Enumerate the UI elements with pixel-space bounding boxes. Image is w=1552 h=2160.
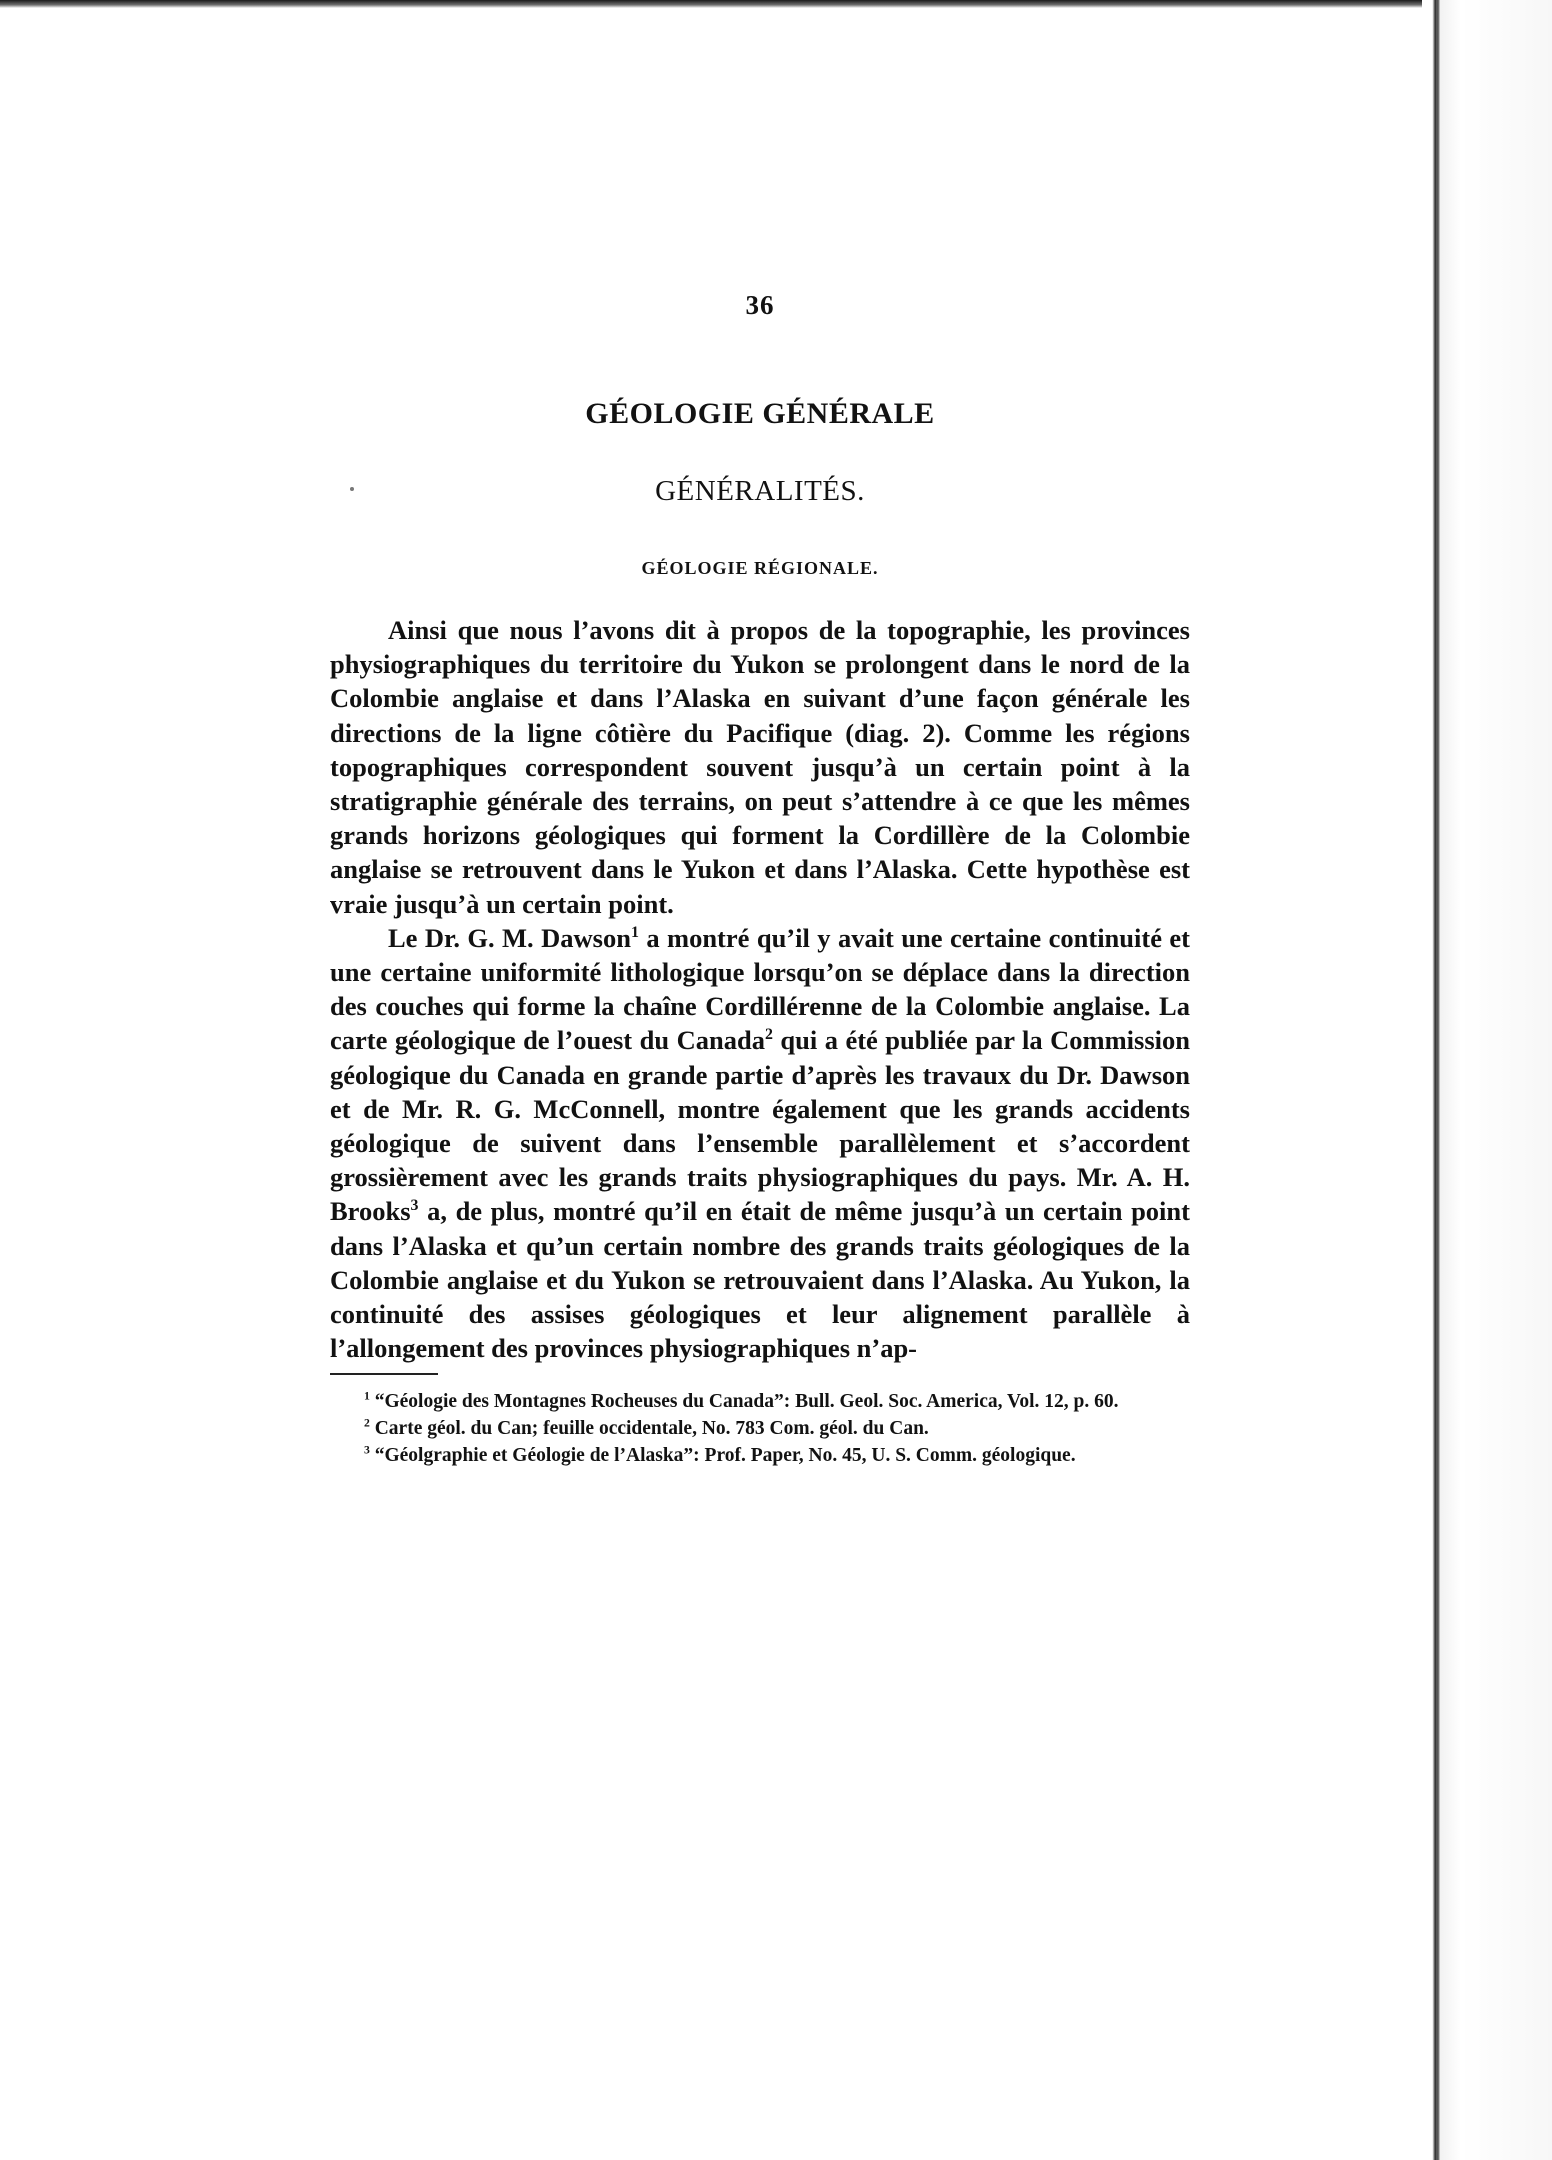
footnote-3 bbox=[330, 1443, 1190, 1468]
footnote-ref-1: 1 bbox=[630, 924, 639, 941]
footnote-2-mark: 2 bbox=[364, 1416, 370, 1430]
footnote-2-text: Carte géol. du Can; feuille occidentale, No. 783 Com. géol. du Can. bbox=[374, 1418, 929, 1440]
scan-binding-edge bbox=[1422, 0, 1552, 2160]
paragraph-1: Ainsi que nous l’avons dit à propos de la topographie, les provinces physiographiques du territoire du Yukon se prolongent dans le nord de la Colombie anglaise et dans l’Alaska en suivant d’une façon générale les directions de la ligne côtière du Pacifique (diag. 2). Comme les régions topographiques correspondent souvent jusqu’à un certain point à la stratigraphie générale des terrains, on peut s’attendre à ce que les mêmes grands horizons géologiques qui forment la Cordillère de la Colombie anglaise se retrouvent dans le Yukon et dans l’Alaska. Cette hypothèse est vraie jusqu’à un certain point. bbox=[330, 615, 1190, 919]
paragraph-2 bbox=[330, 921, 1190, 1366]
section-title: GÉOLOGIE RÉGIONALE. bbox=[641, 558, 879, 578]
footnote-ref-3: 3 bbox=[410, 1197, 419, 1215]
chapter-subtitle bbox=[330, 475, 1190, 508]
footnote-1 bbox=[330, 1389, 1190, 1414]
stray-dot-mark bbox=[350, 487, 354, 491]
footnote-divider bbox=[330, 1373, 438, 1375]
paragraph-2-part-a: Le Dr. G. M. Dawson bbox=[388, 922, 631, 953]
footnote-3-text: “Géolgraphie et Géologie de l’Alaska”: Prof. Paper, No. 45, U. S. Comm. géologique. bbox=[374, 1445, 1076, 1467]
footnote-ref-2: 2 bbox=[764, 1026, 773, 1044]
paragraph-2-part-b: a montré qu’il y avait une certaine continuité et une certaine uniformité lithologique lorsqu’on se déplace dans la direction des couches qui forme la chaîne Cordillérenne de la Colombie anglaise. La carte géologique de l’ouest du Canada bbox=[330, 922, 1190, 1056]
paragraph-2-part-c: qui a été publiée par la Commission géologique du Canada en grande partie d’après les travaux du Dr. Dawson et de Mr. R. G. McConnell, montre également que les grands accidents géologique de suivent dans l’ensemble parallèlement et s’accordent grossièrement avec les grands traits physiographiques du pays. Mr. A. H. Brooks bbox=[330, 1025, 1190, 1227]
footnotes bbox=[330, 1389, 1190, 1468]
footnote-1-text: “Géologie des Montagnes Rocheuses du Canada”: Bull. Geol. Soc. America, Vol. 12, p. 60. bbox=[374, 1391, 1119, 1413]
body-text bbox=[330, 613, 1190, 1365]
footnote-2 bbox=[330, 1416, 1190, 1441]
scan-top-edge bbox=[0, 0, 1552, 8]
page-number: 36 bbox=[745, 290, 775, 320]
paragraph-2-part-d: a, de plus, montré qu’il en était de même jusqu’à un certain point dans l’Alaska et qu’un certain nombre des grands traits géologiques de la Colombie anglaise et du Yukon se retrouvaient dans l’Alaska. Au Yukon, la continuité des assises géologiques et leur alignement parallèle à l’allongement des provinces physiographiques n’ap- bbox=[330, 1196, 1190, 1364]
footnote-1-mark: 1 bbox=[364, 1389, 370, 1403]
document-page bbox=[330, 290, 1190, 1470]
chapter-title: GÉOLOGIE GÉNÉRALE bbox=[585, 397, 935, 430]
subtitle-text: GÉNÉRALITÉS. bbox=[655, 475, 865, 507]
footnote-3-mark: 3 bbox=[364, 1443, 370, 1457]
